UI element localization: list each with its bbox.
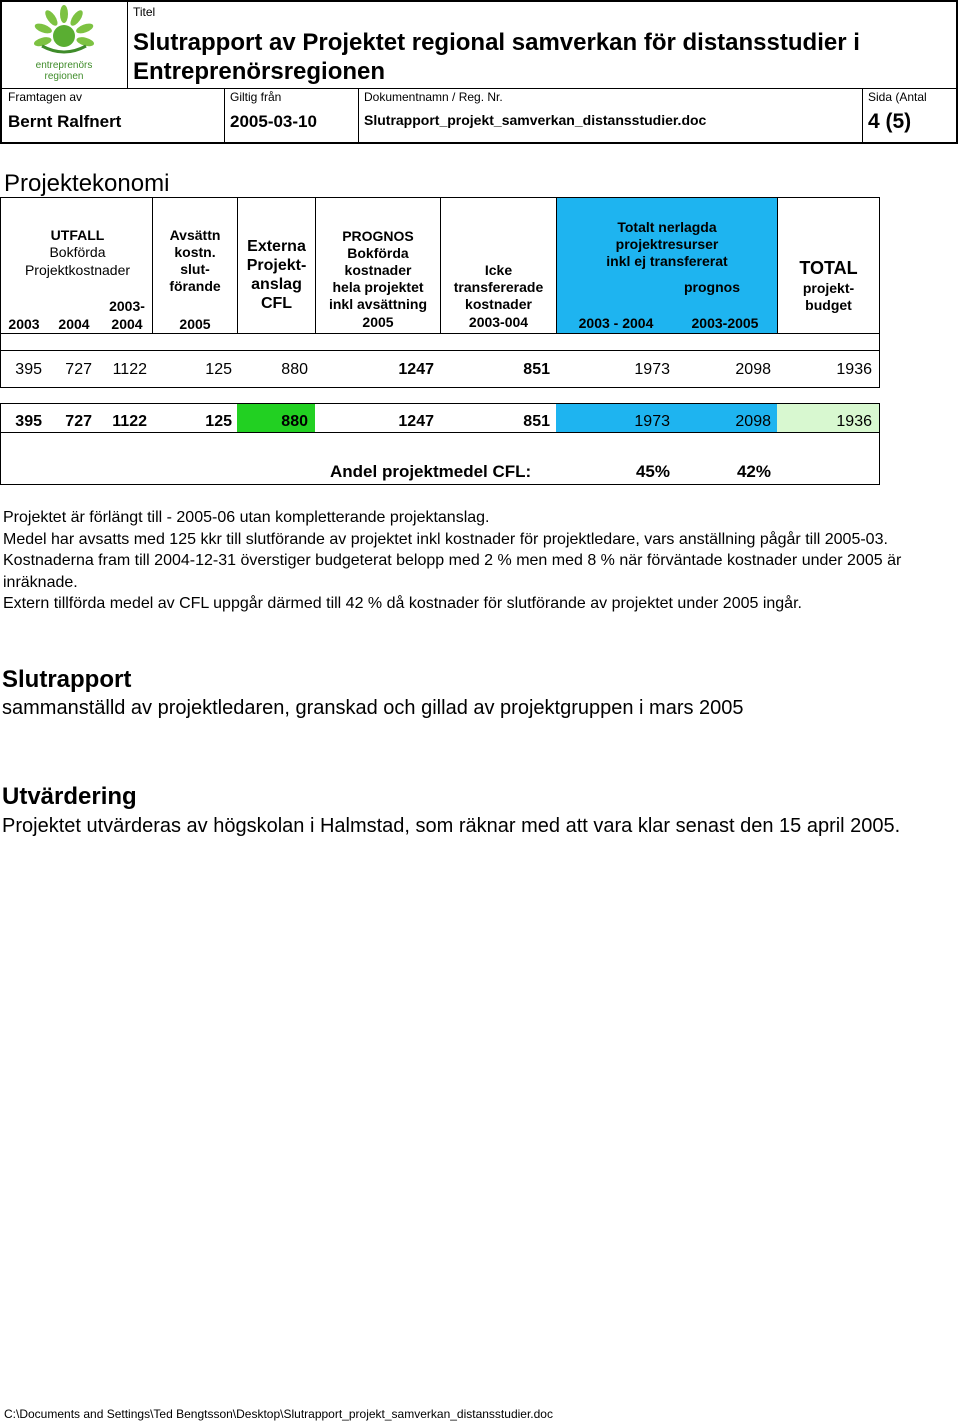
row1-cell-icke: 851	[523, 361, 550, 378]
hdr-icke-year: 2003-004	[468, 314, 529, 330]
row1-cell-2003: 395	[15, 361, 42, 378]
hdr-ext-4: CFL	[260, 295, 293, 312]
utvardering-text: Projektet utvärderas av högskolan i Halmstad, som räknar med att vara klar senast den 15 april 2005.	[2, 815, 901, 837]
valid-from-label: Giltig från	[230, 90, 282, 104]
row2-cell-2003: 395	[15, 413, 42, 430]
note-2: Medel har avsatts med 125 kkr till slutförande av projektet inkl kostnader för projektledare, vars anställning pågår till 2005-03.	[3, 530, 888, 548]
andel-label: Andel projektmedel CFL:	[330, 462, 532, 481]
economy-table	[0, 197, 880, 485]
page-label: Sida (Antal	[868, 90, 927, 104]
docname-value: Slutrapport_projekt_samverkan_distansstudier.doc	[364, 112, 707, 128]
hdr-prog-3: kostnader	[344, 262, 412, 278]
hdr-budget-2: budget	[805, 297, 852, 313]
row2-cell-budget: 1936	[836, 413, 872, 430]
row1-cell-prognos: 1247	[398, 361, 434, 378]
hdr-prognos: prognos	[684, 279, 740, 295]
row1-cell-budget: 1936	[836, 361, 872, 378]
hdr-prog-1: PROGNOS	[342, 228, 414, 244]
row1-cell-tot-2005: 2098	[735, 361, 771, 378]
hdr-ext-2: Projekt-	[246, 257, 307, 274]
hdr-prog-2: Bokförda	[347, 245, 409, 261]
title-cell	[127, 2, 956, 89]
andel-value-2: 42%	[736, 462, 771, 481]
hdr-avsattn-1: Avsättn	[169, 227, 221, 243]
hdr-projektkostnader: Projektkostnader	[24, 262, 131, 278]
section-heading-utvardering: Utvärdering	[2, 783, 137, 810]
section-heading-economy: Projektekonomi	[4, 170, 170, 197]
hdr-ext-3: anslag	[251, 276, 302, 293]
hdr-year-2003: 2003	[8, 316, 40, 332]
hdr-tot-1: Totalt nerlagda	[617, 219, 717, 235]
hdr-tot-year-1: 2003 - 2004	[578, 315, 654, 331]
row1-cell-2004: 727	[65, 361, 92, 378]
row1-cell-avsattning: 125	[205, 361, 232, 378]
row2-cell-tot-2004: 1973	[634, 413, 670, 430]
row2-cell-2004: 727	[65, 413, 92, 430]
hdr-tot-year-2: 2003-2005	[691, 315, 759, 331]
title-label: Titel	[133, 5, 156, 19]
note-1: Projektet är förlängt till - 2005-06 utan kompletterande projektanslag.	[3, 509, 490, 526]
row1-cell-tot-2004: 1973	[634, 361, 670, 378]
hdr-ext-1: Externa	[247, 238, 306, 255]
row2-cell-avsattning: 125	[205, 413, 232, 430]
row2-cell-prognos: 1247	[398, 413, 434, 430]
hdr-total: TOTAL	[799, 258, 858, 278]
hdr-avsattn-4: förande	[169, 278, 221, 294]
hdr-icke-1: Icke	[484, 262, 513, 278]
andel-value-1: 45%	[635, 462, 670, 481]
row1-cell-externa: 880	[281, 361, 308, 378]
logo-text-1: entreprenörs	[35, 60, 93, 71]
logo	[2, 2, 128, 89]
hdr-prog-5: inkl avsättning	[328, 296, 428, 312]
hdr-tot-2: projektresurser	[615, 236, 719, 252]
file-path-footer: C:\Documents and Settings\Ted Bengtsson\Desktop\Slutrapport_projekt_samverkan_distansstudier.doc	[4, 1407, 553, 1421]
document-title: Slutrapport av Projektet regional samverkan för distansstudier i Entreprenörsregionen	[133, 29, 860, 85]
logo-text-2: regionen	[44, 71, 84, 82]
row2-cell-icke: 851	[523, 413, 550, 430]
hdr-utfall: UTFALL	[50, 227, 105, 243]
slutrapport-text: sammanställd av projektledaren, granskad och gillad av projektgruppen i mars 2005	[2, 697, 744, 719]
hdr-avsattn-2: kostn.	[174, 244, 216, 260]
page-number: 4 (5)	[868, 110, 912, 133]
note-3: Kostnaderna fram till 2004-12-31 överstiger budgeterat belopp med 2 % men med 8 % när förväntade kostnader under 2005 är inräknade.	[3, 552, 902, 591]
row1-cell-2003-2004: 1122	[112, 361, 147, 378]
hdr-icke-2: transfererade	[453, 279, 544, 295]
hdr-avsattn-3: slut-	[180, 261, 210, 277]
author-value: Bernt Ralfnert	[8, 112, 122, 131]
section-heading-slutrapport: Slutrapport	[2, 666, 132, 693]
hdr-prog-4: hela projektet	[332, 279, 424, 295]
author-label: Framtagen av	[8, 90, 83, 104]
row2-cell-tot-2005: 2098	[735, 413, 771, 430]
hdr-icke-3: kostnader	[465, 296, 532, 312]
hdr-tot-3: inkl ej transfererat	[606, 253, 728, 269]
row2-cell-2003-2004: 1122	[112, 413, 147, 430]
note-4: Extern tillförda medel av CFL uppgår därmed till 42 % då kostnader för slutförande av projektet under 2005 ingår.	[3, 595, 802, 612]
hdr-year-2003-2004-a: 2003-	[109, 298, 145, 314]
docname-label: Dokumentnamn / Reg. Nr.	[364, 90, 503, 104]
economy-notes	[3, 507, 953, 615]
header-meta-row	[2, 88, 956, 142]
hdr-bokforda: Bokförda	[49, 244, 106, 260]
hdr-year-2005a: 2005	[179, 316, 211, 332]
hdr-year-2003-2004-b: 2004	[111, 316, 143, 332]
hdr-year-2005b: 2005	[362, 314, 394, 330]
hdr-year-2004: 2004	[58, 316, 90, 332]
hdr-budget-1: projekt-	[802, 280, 855, 296]
row2-cell-externa: 880	[281, 413, 308, 430]
valid-from-value: 2005-03-10	[230, 112, 317, 131]
document-header	[0, 0, 958, 144]
